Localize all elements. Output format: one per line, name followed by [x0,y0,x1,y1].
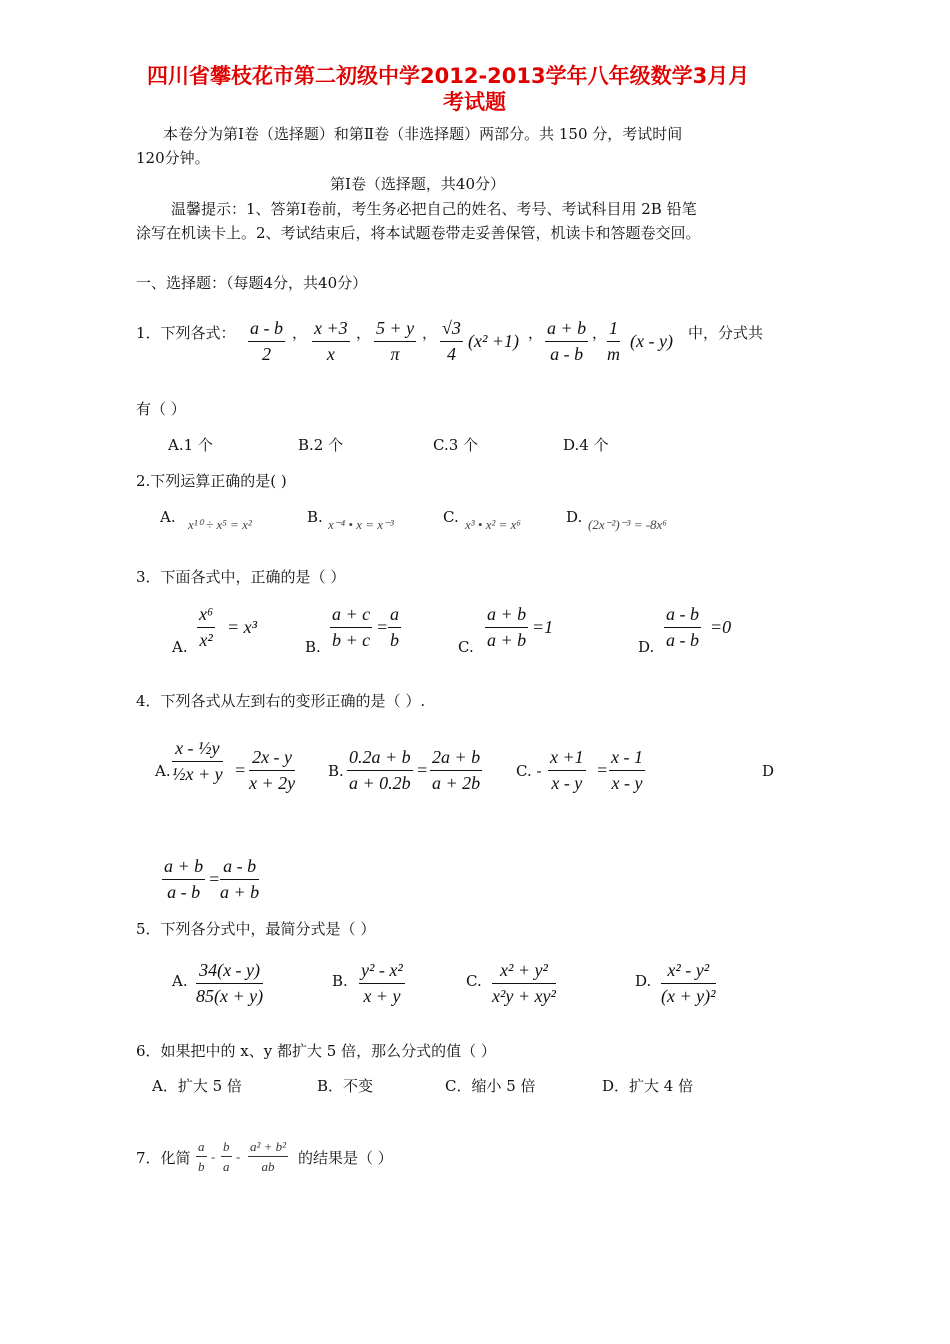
q4-c-lden: x - y [551,773,583,793]
q1-fraction-6 [607,318,620,365]
q4-option-c-lhs[interactable] [548,747,586,794]
q4-b-eq: = [416,760,429,780]
q4-c-eq: = [596,760,609,780]
tip-line2: 涂写在机读卡上。2、考试结束后，将本试题卷带走妥善保管，机读卡和答题卷交回。 [136,224,701,242]
q3-option-b-fraction[interactable] [330,604,372,651]
q3-d-num: a - b [664,604,701,628]
q1-sep: ， [292,324,308,342]
q7-minus-2: - [236,1149,241,1164]
q2-label-c[interactable]: C. [443,508,459,526]
q3-stem: 3．下面各式中，正确的是（ ） [136,568,346,586]
q3-a-num: x⁶ [197,604,215,628]
q1-fraction-3 [374,318,416,365]
q4-d-rnum: a - b [220,856,259,880]
q4-a-rden: x + 2y [249,773,296,793]
q4-label-a[interactable]: A. [155,762,171,780]
q4-b-rnum: 2a + b [430,747,482,771]
q3-b-den: b + c [332,630,371,650]
q3-d-rhs: =0 [710,617,732,637]
q2-option-c[interactable]: x³ • x² = x⁶ [465,517,521,532]
intro-line1: 本卷分为第Ⅰ卷（选择题）和第Ⅱ卷（非选择题）两部分。共 150 分，考试时间 [163,125,683,143]
q5-b-num: y² - x² [359,960,405,984]
q3-b-rnum: a [388,604,401,628]
q5-stem: 5．下列各分式中，最简分式是（ ） [136,920,376,938]
q4-label-c[interactable]: C. - [516,762,542,780]
q4-c-rden: x - y [611,773,643,793]
q4-c-rnum: x - 1 [609,747,645,771]
tip-line1: 温馨提示：1、答第Ⅰ卷前，考生务必把自己的姓名、考号、考试科目用 2B 铅笔 [171,200,697,218]
q4-option-a-lhs[interactable] [172,738,223,785]
q3-option-a-fraction[interactable] [197,604,215,651]
q2-option-b[interactable]: x⁻⁴ • x = x⁻³ [328,517,394,532]
q3-d-den: a - b [666,630,699,650]
q1-f5-num: a + b [545,318,588,342]
q1-sep: ， [422,324,438,342]
q1-f1-den: 2 [262,344,271,364]
q5-c-den: x²y + xy² [492,986,556,1006]
q7-f1-num: a [196,1139,207,1157]
q5-b-den: x + y [363,986,401,1006]
q5-a-den: 85(x + y) [196,986,264,1006]
q4-option-b-lhs[interactable] [347,747,413,794]
q6-option-c[interactable]: C．缩小 5 倍 [445,1077,536,1095]
q2-stem: 2.下列运算正确的是( ) [136,472,287,490]
q6-stem: 6．如果把中的 x、y 都扩大 5 倍，那么分式的值（ ） [136,1042,496,1060]
q4-b-lden: a + 0.2b [349,773,411,793]
q1-f1-num: a - b [248,318,285,342]
q5-d-num: x² - y² [661,960,716,984]
q1-f2-den: x [326,344,335,364]
q3-c-rhs: =1 [532,617,554,637]
q3-label-d[interactable]: D. [638,638,655,656]
q1-option-a[interactable]: A.1 个 [168,436,213,454]
q4-d-rden: a + b [220,882,260,902]
q7-fraction-2 [221,1139,232,1175]
q3-label-a[interactable]: A. [172,638,188,656]
q3-c-den: a + b [487,630,527,650]
q4-label-b[interactable]: B. [328,762,344,780]
q1-fraction-2 [312,318,350,365]
q6-option-a[interactable]: A．扩大 5 倍 [152,1077,242,1095]
q3-a-rhs: = x³ [227,617,258,637]
q1-f4-num: √3 [440,318,463,342]
q1-sep: ， [356,324,372,342]
q3-a-den: x² [199,630,213,650]
q4-c-lnum: x +1 [548,747,586,771]
q1-f3-num: 5 + y [374,318,416,342]
q3-label-c[interactable]: C. [458,638,474,656]
q3-c-num: a + b [485,604,528,628]
q1-option-c[interactable]: C.3 个 [433,436,479,454]
part1-heading: 第Ⅰ卷（选择题，共40分） [330,175,506,193]
exam-title-line1: 四川省攀枝花市第二初级中学2012-2013学年八年级数学3月月 [147,64,750,88]
q2-label-d[interactable]: D. [566,508,583,526]
q3-option-c-fraction[interactable] [485,604,528,651]
q5-option-c-fraction[interactable] [492,960,556,1007]
q7-stem: 7．化简 [136,1149,191,1167]
q7-suffix: 的结果是（ ） [298,1149,393,1167]
q1-f6-den: m [607,344,620,364]
q7-f2-den: a [223,1159,230,1174]
q7-fraction-3 [248,1139,288,1175]
q1-suffix: 中，分式共 [688,324,764,342]
q4-a-lden: ½x + y [172,764,223,784]
q1-f2-num: x +3 [312,318,350,342]
q7-fraction-1 [196,1139,207,1175]
q2-label-a[interactable]: A. [160,508,176,526]
q2-option-d[interactable]: (2x⁻²)⁻³ = -8x⁶ [588,517,667,532]
intro-line2: 120分钟。 [136,149,210,167]
q7-minus-1: - [211,1149,216,1164]
q4-option-b-rhs [430,747,482,794]
q5-option-d-fraction[interactable] [661,960,716,1007]
q1-f4-den: 4 [446,344,456,364]
exam-title-line2: 考试题 [443,90,506,114]
q5-label-b[interactable]: B. [332,972,348,990]
q1-fraction-5 [545,318,588,365]
q7-f1-den: b [198,1159,205,1174]
q1-fraction-4 [440,318,463,365]
q4-d-eq: = [208,869,221,889]
q3-b-eq: = [376,617,389,637]
q5-label-d[interactable]: D. [635,972,652,990]
q4-a-eq: = [234,760,247,780]
q4-b-lnum: 0.2a + b [347,747,413,771]
q3-label-b[interactable]: B. [305,638,321,656]
q1-f6-num: 1 [607,318,620,342]
q1-fraction-1 [248,318,285,365]
q4-a-rnum: 2x - y [249,747,295,771]
q4-d-lnum: a + b [162,856,205,880]
q5-c-num: x² + y² [492,960,556,984]
q4-stem: 4．下列各式从左到右的变形正确的是（ ）. [136,692,426,710]
q5-label-c[interactable]: C. [466,972,482,990]
q4-label-d[interactable]: D [762,762,775,780]
q5-d-den: (x + y)² [661,986,716,1006]
q1-sep: ， [528,324,544,342]
q5-option-a-fraction[interactable] [196,960,263,1007]
q1-option-b[interactable]: B.2 个 [298,436,344,454]
q3-option-b-rhs [388,604,401,651]
q6-option-d[interactable]: D．扩大 4 倍 [602,1077,694,1095]
q6-option-b[interactable]: B．不变 [317,1077,374,1095]
q4-option-d-lhs[interactable] [162,856,205,903]
q7-f3-den: ab [261,1159,275,1174]
q4-d-lden: a - b [167,882,201,902]
q1-f3-den: π [390,344,400,364]
q1-stem: 1．下列各式： [136,324,236,342]
q5-label-a[interactable]: A. [172,972,188,990]
q4-a-lnum: x - ½y [172,738,223,762]
q5-option-b-fraction[interactable] [359,960,405,1007]
q3-b-rden: b [390,630,399,650]
q3-option-d-fraction[interactable] [664,604,701,651]
q1-cont: 有（ ） [136,400,186,418]
q7-f3-num: a² + b² [248,1139,288,1157]
q7-f2-num: b [221,1139,232,1157]
q5-a-num: 34(x - y) [196,960,263,984]
q4-option-d-rhs [220,856,259,903]
q2-label-b[interactable]: B. [307,508,323,526]
q4-option-a-rhs [249,747,295,794]
q1-option-d[interactable]: D.4 个 [563,436,609,454]
q1-sep: ， [592,324,608,342]
q2-option-a[interactable]: x¹⁰ ÷ x⁵ = x² [188,517,252,532]
section1-heading: 一、选择题：（每题4分，共40分） [136,274,368,292]
q1-f6-tail: (x - y) [630,331,673,351]
q3-b-num: a + c [330,604,372,628]
q4-b-rden: a + 2b [432,773,481,793]
q1-f5-den: a - b [550,344,584,364]
q1-f4-tail: (x² +1) [468,331,520,351]
q4-option-c-rhs [609,747,645,794]
